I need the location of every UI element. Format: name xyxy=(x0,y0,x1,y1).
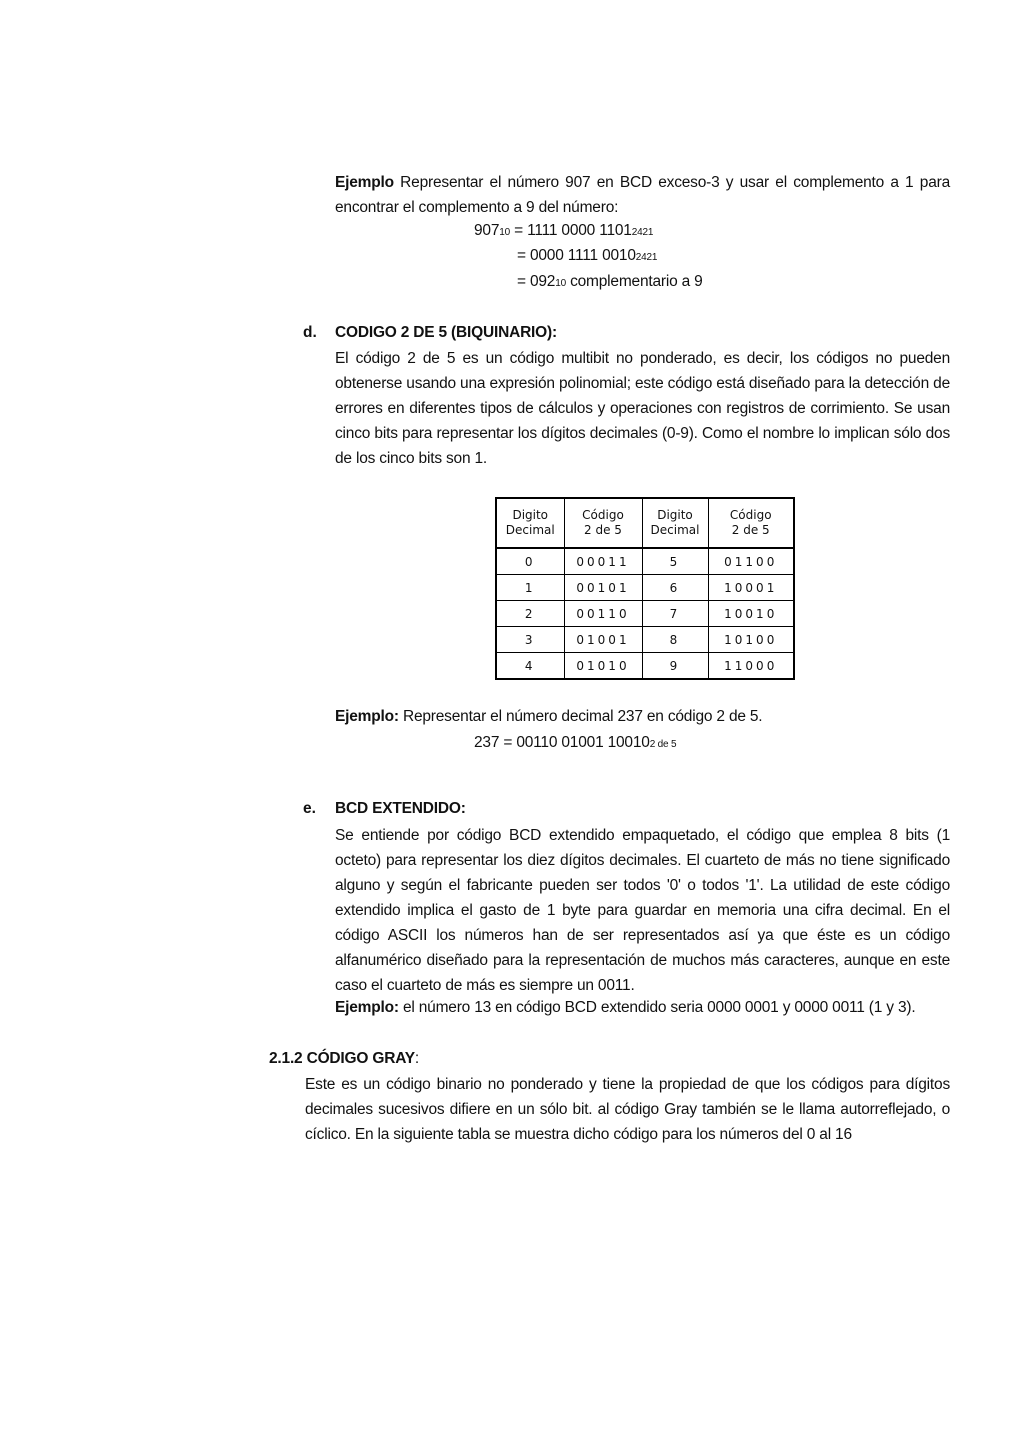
table-row xyxy=(496,627,794,653)
table-cell: 01010 xyxy=(564,653,642,680)
table-cell: 2 xyxy=(496,601,564,627)
table-cell: 11000 xyxy=(708,653,794,680)
eq3-base: 10 xyxy=(555,278,566,289)
table-cell: 9 xyxy=(642,653,708,680)
eq1-result: = 1111 0000 1101 xyxy=(510,222,632,239)
biquinary-table xyxy=(495,497,795,680)
table-cell: 5 xyxy=(642,548,708,575)
gray-title-text: 2.1.2 CÓDIGO GRAY xyxy=(269,1050,415,1067)
section-d-marker: d. xyxy=(303,324,317,341)
table-header-cell: Código 2 de 5 xyxy=(708,498,794,548)
example-label: Ejemplo: xyxy=(335,999,399,1016)
section-e-example xyxy=(335,997,915,1019)
example-text: Representar el número 907 en BCD exceso-3 y usar el complemento a 1 para encontrar el complemento a 9 del número: xyxy=(335,174,950,216)
table-row xyxy=(496,575,794,601)
example-907-paragraph xyxy=(335,170,950,220)
eq3-note: complementario a 9 xyxy=(565,273,703,290)
eq2-base: 2421 xyxy=(635,252,658,263)
section-d-title: CODIGO 2 DE 5 (BIQUINARIO): xyxy=(335,324,557,341)
table-cell: 10010 xyxy=(708,601,794,627)
table-cell: 00011 xyxy=(564,548,642,575)
table-row xyxy=(496,653,794,680)
section-e-title: BCD EXTENDIDO: xyxy=(335,800,466,817)
table-cell: 7 xyxy=(642,601,708,627)
table-cell: 00110 xyxy=(564,601,642,627)
table-header-cell: Código 2 de 5 xyxy=(564,498,642,548)
table-row xyxy=(496,601,794,627)
example-label: Ejemplo: xyxy=(335,708,399,725)
eq1-base: 10 xyxy=(499,227,510,238)
gray-title-colon: : xyxy=(414,1050,420,1067)
table-cell: 8 xyxy=(642,627,708,653)
table-cell: 01001 xyxy=(564,627,642,653)
equation-line-2 xyxy=(517,245,657,269)
section-e-body: Se entiende por código BCD extendido empaquetado, el código que emplea 8 bits (1 octeto) para representar los diez dígitos decimales. El cuarteto de más no tiene significado alguno y según el fabricante pueden ser todos '0' o todos '1'. La utilidad de este código extendido implica el gasto de 1 byte para guardar en memoria una cifra decimal. En el código ASCII los números han de ser representados así ya que éste es un código alfanumérico diseñado para la representación de muchos más caracteres, aunque en este caso el cuarteto de más es siempre un 0011. xyxy=(335,827,950,994)
section-e-marker: e. xyxy=(303,800,316,817)
table-cell: 00101 xyxy=(564,575,642,601)
eq2-result: = 0000 1111 0010 xyxy=(517,247,636,264)
table-header-cell: Digito Decimal xyxy=(642,498,708,548)
section-d-body: El código 2 de 5 es un código multibit no ponderado, es decir, los códigos no pueden obtenerse usando una expresión polinomial; este código está diseñado para la detección de errores en diferentes tipos de cálculos y operaciones con registros de corrimiento. Se usan cinco bits para representar los dígitos decimales (0-9). Como el nombre lo implican sólo dos de los cinco bits son 1. xyxy=(335,350,950,467)
table-header-cell: Digito Decimal xyxy=(496,498,564,548)
biquinary-equation: 237 = 00110 01001 10010 xyxy=(474,734,650,751)
eq1-value: 907 xyxy=(474,222,500,239)
example-text: el número 13 en código BCD extendido seria 0000 0001 y 0000 0011 (1 y 3). xyxy=(398,999,916,1016)
example-text: Representar el número decimal 237 en código 2 de 5. xyxy=(398,708,763,725)
table-cell: 4 xyxy=(496,653,564,680)
table-cell: 1 xyxy=(496,575,564,601)
section-gray-body: Este es un código binario no ponderado y tiene la propiedad de que los códigos para dígitos decimales sucesivos difiere en un sólo bit. al código Gray también se le llama autorreflejado, o cíclico. En la siguiente tabla se muestra dicho código para los números del 0 al 16 xyxy=(305,1076,950,1143)
section-gray-title xyxy=(269,1048,419,1070)
section-d-equation xyxy=(474,732,676,756)
table-cell: 3 xyxy=(496,627,564,653)
example-label: Ejemplo xyxy=(335,174,394,191)
biquinary-base: 2 de 5 xyxy=(649,739,677,750)
table-cell: 6 xyxy=(642,575,708,601)
eq3-result: = 092 xyxy=(517,273,556,290)
equation-line-1 xyxy=(474,220,653,244)
table-cell: 10001 xyxy=(708,575,794,601)
eq1-result-base: 2421 xyxy=(631,227,654,238)
table-cell: 10100 xyxy=(708,627,794,653)
table-cell: 0 xyxy=(496,548,564,575)
table-cell: 01100 xyxy=(708,548,794,575)
table-row xyxy=(496,548,794,575)
table-header-row xyxy=(496,498,794,548)
equation-line-3 xyxy=(517,271,703,295)
section-d-example xyxy=(335,706,762,728)
